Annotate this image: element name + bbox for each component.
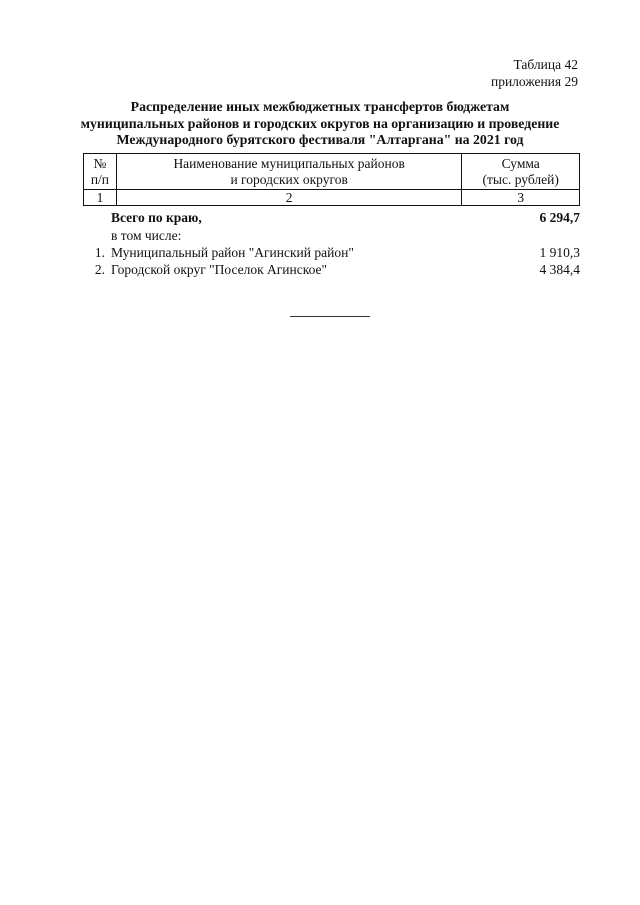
distribution-table-header <box>83 153 580 206</box>
distribution-table-body <box>83 209 580 278</box>
table-row <box>83 261 580 278</box>
column-index-2: 2 <box>116 190 462 206</box>
total-value: 6 294,7 <box>539 210 580 225</box>
end-of-table-rule <box>290 316 370 317</box>
title-line-2: муниципальных районов и городских округов на организацию и проведение <box>80 115 560 131</box>
column-header-row <box>84 154 580 190</box>
row-name: Городской округ "Поселок Агинское" <box>111 262 328 277</box>
row-number: 1. <box>94 245 105 260</box>
subheading-label: в том числе: <box>111 228 182 243</box>
document-title <box>60 99 580 149</box>
table-reference <box>491 56 578 90</box>
column-header-number: № п/п <box>84 154 117 190</box>
row-value: 4 384,4 <box>539 262 580 277</box>
row-number: 2. <box>94 262 105 277</box>
column-index-3: 3 <box>462 190 580 206</box>
column-index-row <box>84 190 580 206</box>
column-header-sum: Сумма (тыс. рублей) <box>462 154 580 190</box>
row-name: Муниципальный район "Агинский район" <box>111 245 354 260</box>
title-line-3: Международного бурятского фестиваля "Алтаргана" на 2021 год <box>116 132 524 147</box>
appendix-number: приложения 29 <box>490 74 578 89</box>
row-value: 1 910,3 <box>539 245 580 260</box>
total-row <box>83 209 580 227</box>
total-label: Всего по краю, <box>111 210 202 225</box>
column-header-name: Наименование муниципальных районов и городских округов <box>116 154 462 190</box>
subheading-row <box>83 227 580 244</box>
title-line-1: Распределение иных межбюджетных трансфертов бюджетам <box>130 99 510 114</box>
table-row <box>83 244 580 261</box>
table-number: Таблица 42 <box>513 57 578 72</box>
column-index-1: 1 <box>84 190 117 206</box>
